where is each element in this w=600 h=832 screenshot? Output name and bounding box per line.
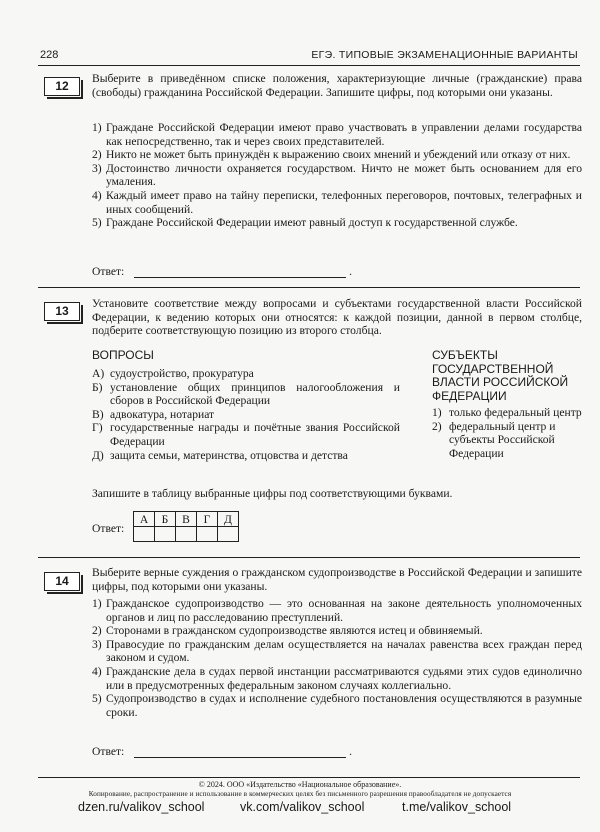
footer-divider bbox=[38, 777, 580, 778]
footer-link-dzen[interactable]: dzen.ru/valikov_school bbox=[78, 800, 205, 814]
list-item: Д) защита семьи, материнства, отцовства и детства bbox=[92, 448, 348, 462]
list-item: 2) Сторонами в гражданском судопроизводстве являются истец и обвиняемый. bbox=[92, 624, 483, 638]
answer-table-letter: Г bbox=[197, 512, 218, 527]
list-item: 3) Достоинство личности охраняется государством. Ничто не может быть основанием для его умаления. bbox=[92, 161, 582, 189]
subjects-list bbox=[432, 406, 582, 460]
answer-cell-v[interactable] bbox=[176, 527, 197, 542]
copyright: © 2024. ООО «Издательство «Национальное образование». bbox=[198, 780, 402, 789]
question-number-box: 12 bbox=[44, 77, 80, 96]
list-item: В) адвокатура, нотариат bbox=[92, 407, 215, 421]
section-divider bbox=[38, 287, 580, 288]
answer-cell-b[interactable] bbox=[155, 527, 176, 542]
answer-field[interactable]: Ответ: . bbox=[92, 265, 353, 278]
answer-line[interactable] bbox=[134, 747, 346, 758]
question-prompt: Выберите верные суждения о гражданском судопроизводстве в Российской Федерации и запишите цифры, под которыми они указаны. bbox=[92, 566, 582, 593]
answer-label: Ответ: bbox=[92, 745, 125, 758]
answer-cell-g[interactable] bbox=[197, 527, 218, 542]
answer-table-letter: Д bbox=[218, 512, 239, 527]
footer-link-telegram[interactable]: t.me/valikov_school bbox=[402, 800, 512, 814]
questions-list bbox=[92, 367, 400, 462]
question-number-box: 14 bbox=[44, 572, 80, 591]
answer-label: Ответ: bbox=[92, 265, 125, 278]
question-number-box: 13 bbox=[44, 302, 80, 321]
answer-cell-a[interactable] bbox=[134, 527, 155, 542]
section-divider bbox=[38, 557, 580, 558]
answer-table bbox=[133, 511, 239, 542]
question-prompt: Выберите в приведённом списке положения, характеризующие личные (гражданские) права (свободы) гражданина Российской Федерации. Запишите цифры, под которыми они указаны. bbox=[92, 72, 582, 99]
list-item: 1) Гражданское судопроизводство — это основанная на законе деятельность уполномоченных органов и лиц по расследованию преступлений. bbox=[92, 597, 582, 624]
list-item: 3) Правосудие по гражданским делам осуществляется на началах равенства всех граждан перед законом и судом. bbox=[92, 637, 582, 665]
column-header-questions: ВОПРОСЫ bbox=[92, 348, 154, 362]
list-item: 1) Граждане Российской Федерации имеют право участвовать в управлении делами государства как непосредственно, так и через своих представителей. bbox=[92, 121, 582, 148]
answer-table-letter: В bbox=[176, 512, 197, 527]
list-item: 4) Гражданские дела в судах первой инстанции рассматриваются судьями этих судов единолично или в предусмотренных федеральным законом случаях коллегиально. bbox=[92, 664, 582, 692]
question-prompt: Установите соответствие между вопросами и субъектами государственной власти Российской Федерации, к ведению которых они относятся: к каждой позиции, данной в первом столбце, подберите соответствующую позицию из второго столбца. bbox=[92, 297, 582, 338]
list-item: 2) федеральный центр и субъекты Российской Федерации bbox=[432, 419, 556, 460]
option-list bbox=[92, 597, 582, 719]
answer-table-letter: Б bbox=[155, 512, 176, 527]
answer-field[interactable]: Ответ: . bbox=[92, 745, 353, 758]
option-list bbox=[92, 121, 582, 230]
list-item: 5) Граждане Российской Федерации имеют равный доступ к государственной службе. bbox=[92, 216, 518, 230]
list-item: А) судоустройство, прокуратура bbox=[92, 367, 254, 380]
page-number: 228 bbox=[40, 49, 59, 61]
list-item: 2) Никто не может быть принуждён к выражению своих мнений и убеждений или отказу от них. bbox=[92, 148, 571, 162]
header-divider bbox=[38, 65, 580, 66]
list-item: 1) только федеральный центр bbox=[432, 406, 582, 419]
copyright-notice: Копирование, распространение и использование в коммерческих целях без письменного разрешения правообладателя не допускается bbox=[88, 790, 512, 798]
list-item: 4) Каждый имеет право на тайну переписки, телефонных переговоров, почтовых, телеграфных и иных сообщений. bbox=[92, 188, 582, 216]
answer-line[interactable] bbox=[134, 267, 346, 278]
answer-cell-d[interactable] bbox=[218, 527, 239, 542]
answer-table-letter: А bbox=[134, 512, 155, 527]
column-header-subjects: СУБЪЕКТЫ ГОСУДАРСТВЕННОЙ ВЛАСТИ РОССИЙСКОЙ ФЕДЕРАЦИИ bbox=[432, 348, 569, 403]
footer-link-vk[interactable]: vk.com/valikov_school bbox=[240, 800, 365, 814]
list-item: Г) государственные награды и почётные звания Российской Федерации bbox=[92, 421, 400, 448]
list-item: 5) Судопроизводство в судах и исполнение судебного постановления осуществляются в разумные сроки. bbox=[92, 692, 582, 719]
answer-label: Ответ: bbox=[92, 522, 125, 535]
running-header: ЕГЭ. ТИПОВЫЕ ЭКЗАМЕНАЦИОННЫЕ ВАРИАНТЫ bbox=[311, 49, 578, 61]
table-instruction: Запишите в таблицу выбранные цифры под соответствующими буквами. bbox=[92, 487, 453, 500]
list-item: Б) установление общих принципов налогообложения и сборов в Российской Федерации bbox=[92, 380, 400, 408]
